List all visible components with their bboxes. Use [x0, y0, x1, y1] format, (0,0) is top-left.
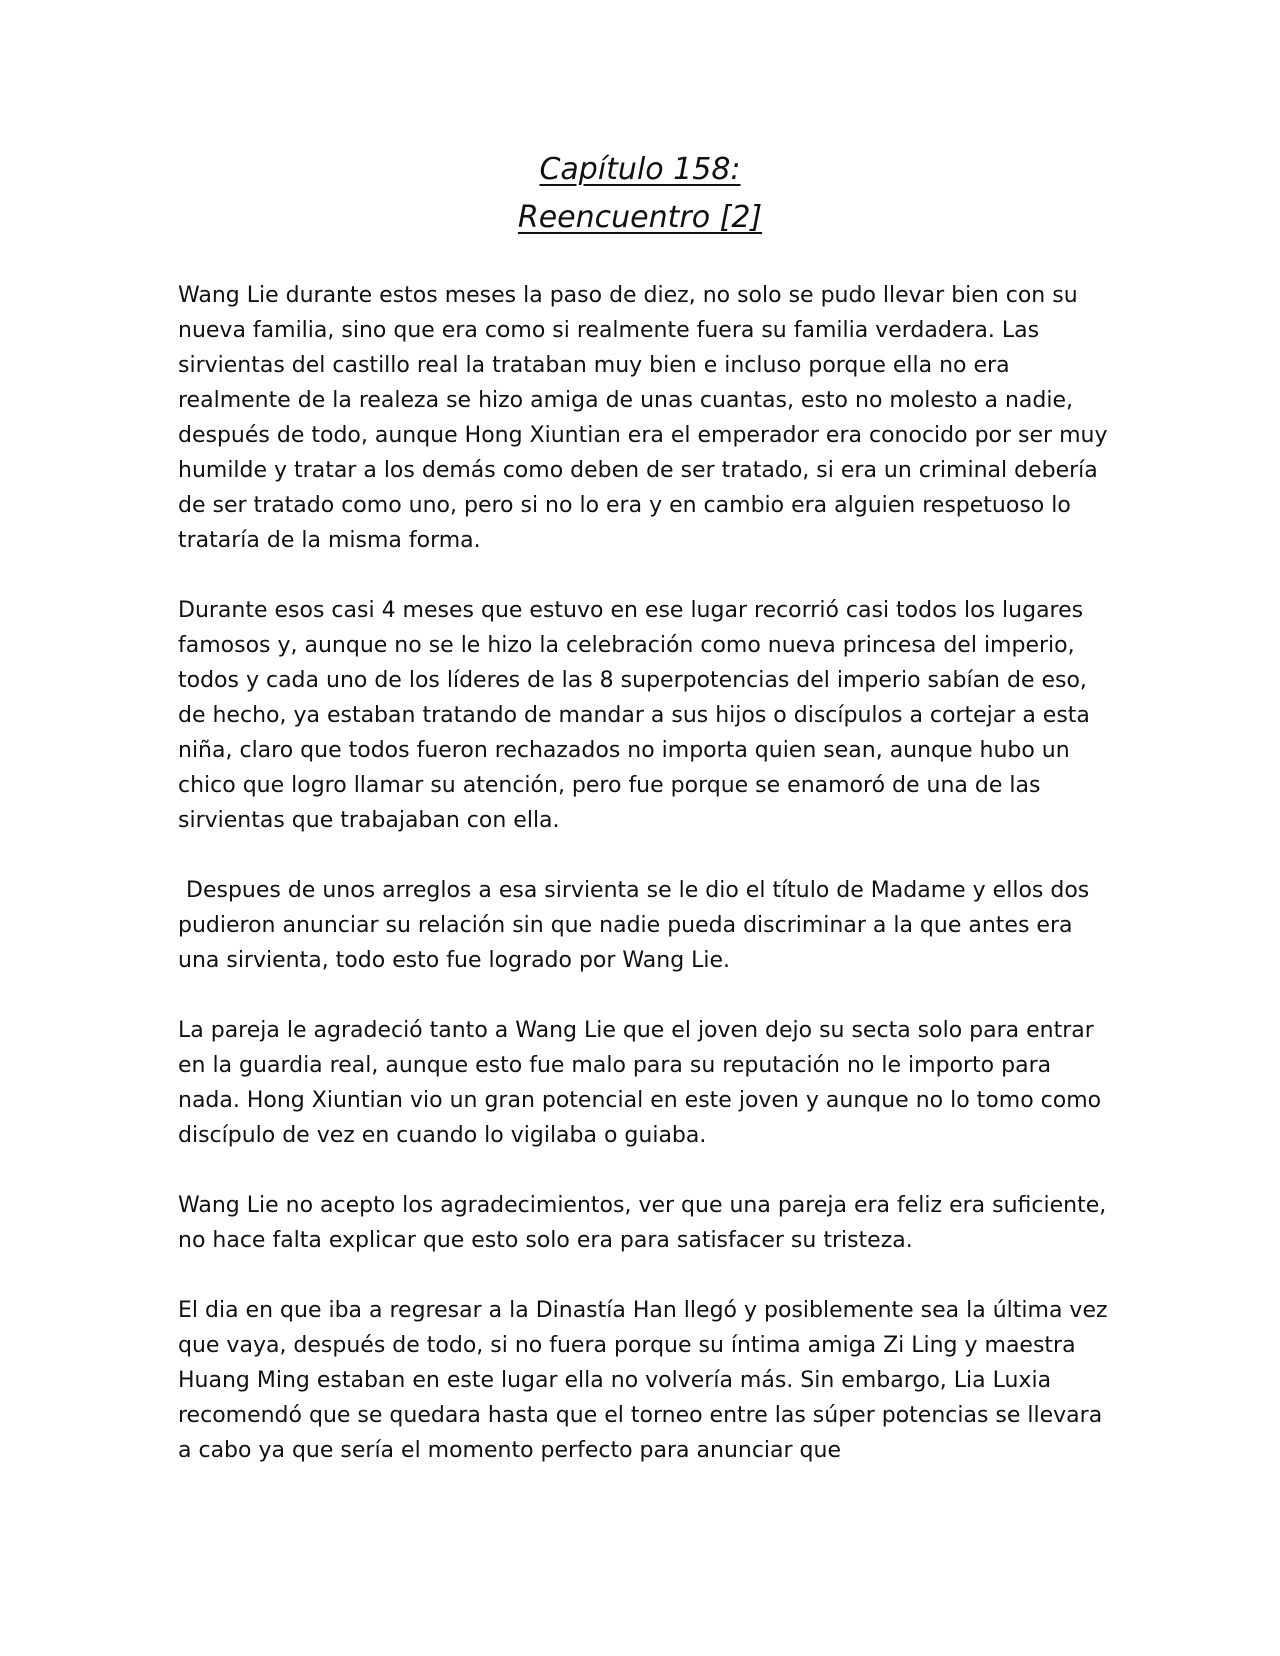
paragraph: Durante esos casi 4 meses que estuvo en ese lugar recorrió casi todos los lugares famosos y, aunque no se le hizo la celebración como nueva princesa del imperio, todos y cada uno de los líderes de las 8 superpotencias del imperio sabían de eso, de hecho, ya estaban tratando de mandar a sus hijos o discípulos a cortejar a esta niña, claro que todos fueron rechazados no importa quien sean, aunque hubo un chico que logro llamar su atención, pero fue porque se enamoró de una de las sirvientas que trabajaban con ella.	[178, 598, 1090, 833]
chapter-title	[0, 146, 1280, 242]
paragraph: La pareja le agradeció tanto a Wang Lie que el joven dejo su secta solo para entrar en la guardia real, aunque esto fue malo para su reputación no le importo para nada. Hong Xiuntian vio un gran potencial en este joven y aunque no lo tomo como discípulo de vez en cuando lo vigilaba o guiaba.	[178, 1018, 1102, 1148]
paragraph: El dia en que iba a regresar a la Dinastía Han llegó y posiblemente sea la última vez que vaya, después de todo, si no fuera porque su íntima amiga Zi Ling y maestra Huang Ming estaban en este lugar ella no volvería más. Sin embargo, Lia Luxia recomendó que se quedara hasta que el torneo entre las súper potencias se llevara a cabo ya que sería el momento perfecto para anunciar que	[178, 1298, 1108, 1463]
paragraph: Wang Lie durante estos meses la paso de diez, no solo se pudo llevar bien con su nueva familia, sino que era como si realmente fuera su familia verdadera. Las sirvientas del castillo real la trataban muy bien e incluso porque ella no era realmente de la realeza se hizo amiga de unas cuantas, esto no molesto a nadie, después de todo, aunque Hong Xiuntian era el emperador era conocido por ser muy humilde y tratar a los demás como deben de ser tratado, si era un criminal debería de ser tratado como uno, pero si no lo era y en cambio era alguien respetuoso lo trataría de la misma forma.	[178, 283, 1108, 553]
paragraph: Wang Lie no acepto los agradecimientos, ver que una pareja era feliz era suficiente, no hace falta explicar que esto solo era para satisfacer su tristeza.	[178, 1193, 1107, 1253]
chapter-subtitle: Reencuentro [2]	[517, 200, 763, 235]
chapter-number: Capítulo 158:	[539, 152, 741, 187]
paragraph: Despues de unos arreglos a esa sirvienta se le dio el título de Madame y ellos dos pudieron anunciar su relación sin que nadie pueda discriminar a la que antes era una sirvienta, todo esto fue logrado por Wang Lie.	[178, 878, 1090, 973]
body-text	[178, 278, 1113, 1503]
